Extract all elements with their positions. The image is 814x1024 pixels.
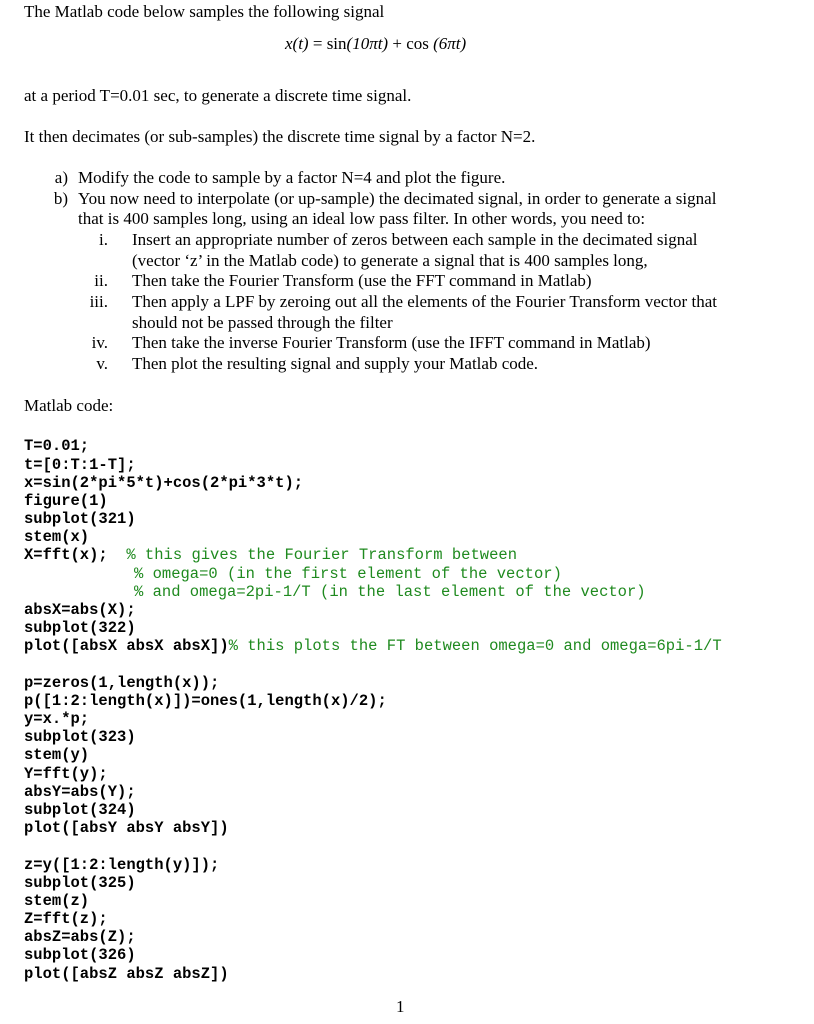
equation-lhs: x(t) [285,34,309,53]
code-comment: % this gives the Fourier Transform between [126,546,517,564]
step-i-marker: i. [99,230,108,249]
code-line: subplot(326) [24,946,136,964]
code-line: absY=abs(Y); [24,783,136,801]
question-b-text-1: You now need to interpolate (or up-sample) the decimated signal, in order to generate a signal [78,189,717,208]
code-line: stem(y) [24,746,90,764]
step-i-line-1: Insert an appropriate number of zeros between each sample in the decimated signal [132,230,698,249]
step-v-line-1: Then plot the resulting signal and supply your Matlab code. [132,354,539,373]
equation-equals: = [308,34,327,53]
code-line: subplot(323) [24,728,136,746]
code-comment: % and omega=2pi-1/T (in the last element of the vector) [134,583,646,601]
code-line: absZ=abs(Z); [24,928,136,946]
step-iv-line-1: Then take the inverse Fourier Transform (use the IFFT command in Matlab) [132,333,651,352]
step-iii-line-2: should not be passed through the filter [132,313,393,332]
intro-line-1: The Matlab code below samples the following signal [24,2,385,21]
intro-line-2: at a period T=0.01 sec, to generate a discrete time signal. [24,86,412,105]
code-line: z=y([1:2:length(y)]); [24,856,220,874]
code-line [134,565,562,583]
intro-line-3: It then decimates (or sub-samples) the discrete time signal by a factor N=2. [24,127,536,146]
equation-plus: + [388,34,407,53]
code-line: stem(x) [24,528,90,546]
question-a-marker: a) [54,168,68,187]
question-b-marker: b) [53,189,68,208]
code-line: p([1:2:length(x)])=ones(1,length(x)/2); [24,692,387,710]
code-line: subplot(324) [24,801,136,819]
code-line: plot([absZ absZ absZ]) [24,965,229,983]
code-line: y=x.*p; [24,710,90,728]
code-line: stem(z) [24,892,90,910]
code-comment: % this plots the FT between omega=0 and omega=6pi-1/T [228,637,722,655]
code-line [24,637,722,655]
code-line: T=0.01; [24,437,90,455]
question-b-text-2: that is 400 samples long, using an ideal low pass filter. In other words, you need to: [78,209,646,228]
code-line [134,583,646,601]
step-iii-line-1: Then apply a LPF by zeroing out all the elements of the Fourier Transform vector that [132,292,717,311]
code-line: plot([absY absY absY]) [24,819,229,837]
step-iii-marker: iii. [89,292,108,311]
step-iv-marker: iv. [91,333,108,352]
code-line: t=[0:T:1-T]; [24,456,136,474]
page-number: 1 [396,997,405,1016]
code-comment: % omega=0 (in the first element of the vector) [134,565,562,583]
code-line: x=sin(2*pi*5*t)+cos(2*pi*3*t); [24,474,304,492]
signal-equation [285,34,466,54]
code-line: Z=fft(z); [24,910,108,928]
code-line [24,546,517,564]
code-line: Y=fft(y); [24,765,108,783]
equation-arg2: (6πt) [433,34,467,53]
code-statement: plot([absX absX absX]) [24,637,229,655]
code-line: subplot(325) [24,874,136,892]
code-line: subplot(321) [24,510,136,528]
code-line: figure(1) [24,492,108,510]
equation-cos: cos [406,34,434,53]
equation-sin: sin [326,34,347,53]
step-ii-line-1: Then take the Fourier Transform (use the FFT command in Matlab) [132,271,592,290]
code-line: p=zeros(1,length(x)); [24,674,220,692]
step-i-line-2: (vector ‘z’ in the Matlab code) to generate a signal that is 400 samples long, [132,251,648,270]
code-line: absX=abs(X); [24,601,136,619]
question-a-text: Modify the code to sample by a factor N=4 and plot the figure. [78,168,506,187]
code-label: Matlab code: [24,396,114,415]
step-v-marker: v. [96,354,108,373]
equation-arg1: (10πt) [346,34,389,53]
code-line: subplot(322) [24,619,136,637]
step-ii-marker: ii. [94,271,108,290]
code-statement: X=fft(x); [24,546,127,564]
